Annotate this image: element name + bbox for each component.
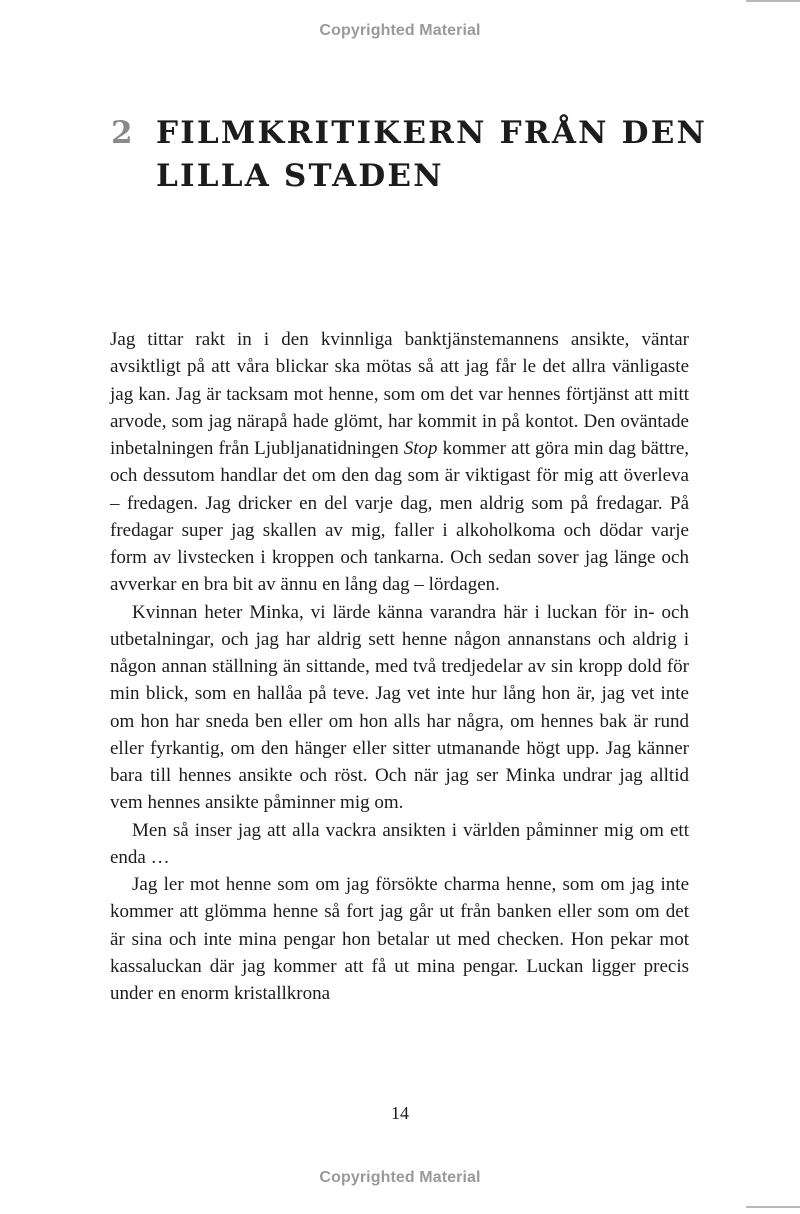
paragraph-1-start: Jag tittar rakt in i den kvinnliga banktjänstemannens ansikte, väntar avsiktligt på att våra blickar ska mötas så att jag får le det allra vänligaste jag kan. Jag är tacksam mot henne, som om det var hennes förtjänst att mitt arvode, som jag närapå hade glömt, har kommit in på kontot. Den oväntade inbetalningen från Ljubljanatidningen bbox=[110, 329, 689, 459]
paragraph-3: Men så inser jag att alla vackra ansikten i världen påminner mig om ett enda … bbox=[110, 819, 689, 868]
watermark-bottom: Copyrighted Material bbox=[319, 1169, 481, 1186]
chapter-title bbox=[156, 112, 716, 198]
chapter-title-line-2: LILLA STADEN bbox=[156, 158, 444, 194]
paragraph-2: Kvinnan heter Minka, vi lärde känna varandra här i luckan för in- och utbetalningar, och jag har aldrig sett henne någon annanstans och aldrig i någon annan ställning än sittande, med två tredjedelar av sin kropp dold för min blick, som en hallåa på teve. Jag vet inte hur lång hon är, jag vet inte om hon har sneda ben eller om hon alls har några, om hennes bak är rund eller fyrkantig, om den hänger eller sitter utmanande högt upp. Jag känner bara till hennes ansikte och röst. Och när jag ser Minka undrar jag alltid vem hennes ansikte påminner mig om. bbox=[110, 601, 689, 814]
watermark-top: Copyrighted Material bbox=[319, 22, 481, 39]
body-text bbox=[110, 326, 689, 1007]
paragraph-1-end: kommer att göra min dag bättre, och dessutom handlar det om den dag som är viktigast för mig att överleva – fredagen. Jag dricker en del varje dag, men aldrig som på fredagar. På fredagar super jag skallen av mig, faller i alkoholkoma och dödar varje form av livstecken i kroppen och tankarna. Och sedan sover jag länge och avverkar en bra bit av ännu en lång dag – lördagen. bbox=[110, 438, 689, 596]
chapter-title-line-1: FILMKRITIKERN FRÅN DEN bbox=[156, 115, 708, 151]
page-edge-mark-bottom bbox=[746, 1206, 800, 1208]
newspaper-title: Stop bbox=[403, 438, 438, 459]
chapter-number: 2 bbox=[111, 115, 133, 151]
page-edge-mark-top bbox=[746, 0, 800, 2]
paragraph-1 bbox=[110, 326, 689, 599]
page-number: 14 bbox=[391, 1103, 409, 1123]
paragraph-4: Jag ler mot henne som om jag försökte charma henne, som om jag inte kommer att glömma henne så fort jag går ut från banken eller som om det är sina och inte mina pengar hon betalar ut med checken. Hon pekar mot kassaluckan där jag kommer att få ut mina pengar. Luckan ligger precis under en enorm kristallkrona bbox=[110, 874, 689, 1004]
